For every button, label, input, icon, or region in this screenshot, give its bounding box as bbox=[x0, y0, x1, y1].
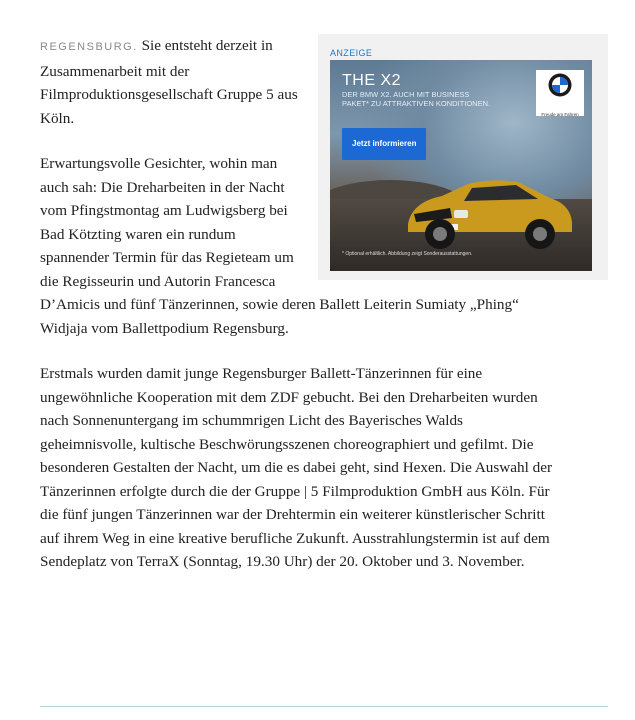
ad-disclaimer: * Optional erhältlich. Abbildung zeigt Sonderausstattungen. bbox=[342, 250, 473, 257]
ad-title: THE X2 bbox=[342, 72, 402, 89]
paragraph-3: Erstmals wurden damit junge Regensburger Ballett-Tänzerinnen für eine ungewöhnliche Kooperation mit dem ZDF gebucht. Bei den Dreharbeiten wurden nach Sonnenuntergang im schummrigen Licht des Bayerisches Walds geheimnisvolle, kultische Beschwörungsszenen choreographiert und gefilmt. Die besonderen Gestalten der Nacht, um die es dabei geht, sind Hexen. Die Auswahl der Tänzerinnen erfolgte durch die der Gruppe | 5 Filmproduktion GmbH aus Köln. Für die fünf jungen Tänzerinnen war der Drehtermin ein weiterer künstlerischer Schritt auf ihrem Weg in eine kreative berufliche Zukunft. Ausstrahlungstermin ist auf dem Sendeplatz von TerraX (Sonntag, 19.30 Uhr) der 20. Oktober und 3. November. bbox=[40, 365, 552, 570]
ad-cta-button[interactable]: Jetzt informieren bbox=[342, 128, 426, 160]
bmw-logo-icon bbox=[548, 73, 572, 97]
paragraph-2: Erwartungsvolle Gesichter, wohin man auch sah: Die Dreharbeiten in der Nacht vom Pfingstmontag am Ludwigsberg bei Bad Kötzting waren ein rundum spannender Termin für das Regieteam um die Regisseurin und Autorin Francesca D’Amicis und fünf Tänzerinnen, sowie deren Ballett Leiterin Sumiaty „Phing“ Widjaja vom Ballettpodium Regensburg. bbox=[40, 155, 519, 337]
ad-banner[interactable] bbox=[330, 60, 592, 271]
ad-label: ANZEIGE bbox=[330, 48, 373, 58]
lead-text: Sie entsteht derzeit in Zusammenarbeit mit der Filmproduktionsgesellschaft Gruppe 5 aus Köln. bbox=[40, 37, 298, 127]
advertisement bbox=[318, 34, 608, 280]
article-body bbox=[40, 34, 579, 596]
dateline: REGENSBURG. bbox=[40, 41, 138, 53]
ad-subtitle: DER BMW X2. AUCH MIT BUSINESS PAKET* ZU ATTRAKTIVEN KONDITIONEN. bbox=[342, 90, 491, 108]
divider-line bbox=[40, 706, 608, 707]
ad-logo-box bbox=[536, 70, 584, 116]
ad-tagline: Freude am Fahren bbox=[541, 112, 579, 117]
